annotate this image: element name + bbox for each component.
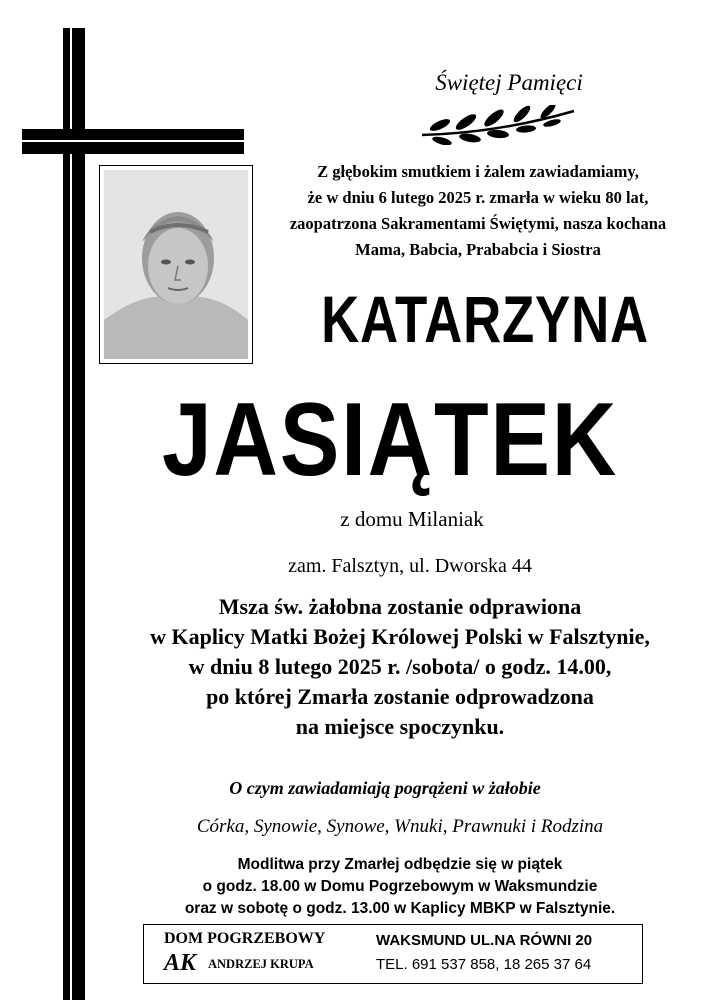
mourners-notice: O czym zawiadamiają pogrążeni w żałobie [229, 778, 541, 798]
intro-text [258, 159, 698, 263]
heading-text: Świętej Pamięci [435, 70, 583, 95]
mass-line: w Kaplicy Matki Bożej Królowej Polski w Falsztynie, [150, 624, 650, 649]
intro-line: Z głębokim smutkiem i żalem zawiadamiamy, [317, 162, 639, 181]
mass-line: w dniu 8 lutego 2025 r. /sobota/ o godz. 14.00, [188, 654, 612, 679]
funeral-home-phone: TEL. 691 537 858, 18 265 37 64 [376, 956, 592, 973]
funeral-home-name: DOM POGRZEBOWY [164, 930, 326, 947]
residence-address: zam. Falsztyn, ul. Dworska 44 [288, 555, 532, 577]
family-list: Córka, Synowie, Synowe, Wnuki, Prawnuki i Rodzina [196, 816, 604, 837]
funeral-home-box [143, 924, 643, 984]
mass-line: po której Zmarła zostanie odprowadzona [206, 684, 594, 709]
intro-line: że w dniu 6 lutego 2025 r. zmarła w wieku 80 lat, [307, 188, 649, 207]
mass-line: na miejsce spoczynku. [295, 714, 505, 739]
intro-line: zaopatrzona Sakramentami Świętymi, nasza kochana [289, 214, 667, 233]
portrait-photo-frame [99, 165, 253, 364]
portrait-photo [104, 170, 248, 359]
funeral-home-logo: AK [164, 950, 197, 976]
mass-info [100, 592, 700, 742]
maiden-name: z domu Milaniak [340, 507, 484, 531]
funeral-home-address: WAKSMUND UL.NA RÓWNI 20 [376, 932, 593, 949]
funeral-home-owner: ANDRZEJ KRUPA [208, 957, 314, 971]
palm-branch-icon [418, 105, 578, 150]
intro-line: Mama, Babcia, Prababcia i Siostra [355, 240, 601, 259]
prayer-line: Modlitwa przy Zmarłej odbędzie się w piątek [237, 856, 563, 873]
prayer-line: oraz w sobotę o godz. 13.00 w Kaplicy MBKP w Falsztynie. [184, 900, 616, 917]
mass-line: Msza św. żałobna zostanie odprawiona [218, 594, 582, 619]
deceased-last-name: JASIĄTEK [161, 382, 619, 498]
prayer-line: o godz. 18.00 w Domu Pogrzebowym w Waksmundzie [202, 878, 598, 895]
deceased-first-name: KATARZYNA [321, 282, 649, 356]
prayer-info [110, 854, 690, 920]
